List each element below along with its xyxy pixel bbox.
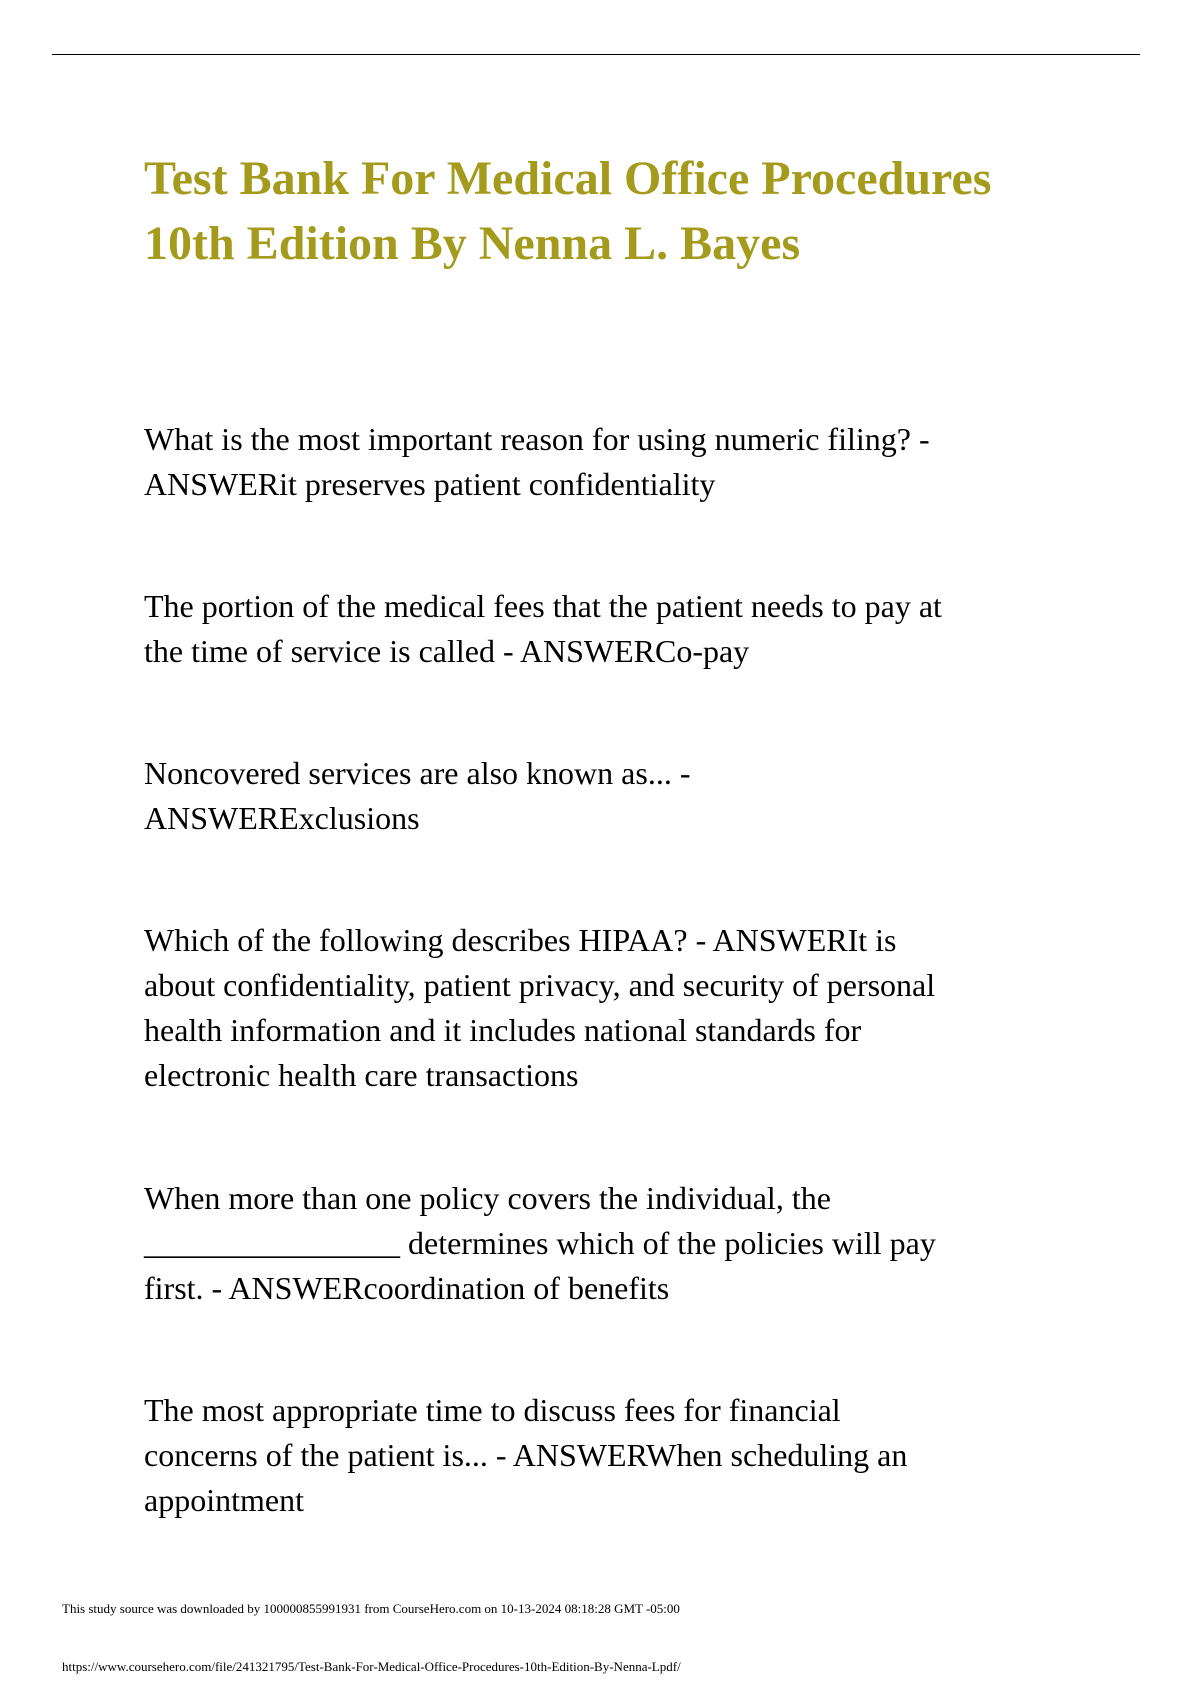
- qa-item-co-pay: The portion of the medical fees that the patient needs to pay at the time of service is called - ANSWERCo-pay: [144, 588, 942, 669]
- footer-url-link[interactable]: https://www.coursehero.com/file/241321795/Test-Bank-For-Medical-Office-Procedures-10th-Edition-By-Nenna-Lpdf/: [62, 1659, 681, 1674]
- qa-item-coordination-of-benefits: When more than one policy covers the individual, the ________________ determines which of the policies will pay first. - ANSWERcoordination of benefits: [144, 1180, 936, 1306]
- top-divider: [52, 54, 1140, 55]
- qa-item-numeric-filing: What is the most important reason for using numeric filing? - ANSWERit preserves patient confidentiality: [144, 421, 930, 502]
- footer-source-notice: This study source was downloaded by 100000855991931 from CourseHero.com on 10-13-2024 08:18:28 GMT -05:00: [62, 1601, 680, 1616]
- document-title: Test Bank For Medical Office Procedures 10th Edition By Nenna L. Bayes: [144, 152, 992, 270]
- qa-item-discuss-fees: The most appropriate time to discuss fees for financial concerns of the patient is... - ANSWERWhen scheduling an appointment: [144, 1392, 908, 1518]
- qa-item-hipaa: Which of the following describes HIPAA? - ANSWERIt is about confidentiality, patient privacy, and security of personal health information and it includes national standards for electronic health care transactions: [144, 922, 936, 1093]
- qa-item-noncovered-services: Noncovered services are also known as... - ANSWERExclusions: [144, 755, 691, 836]
